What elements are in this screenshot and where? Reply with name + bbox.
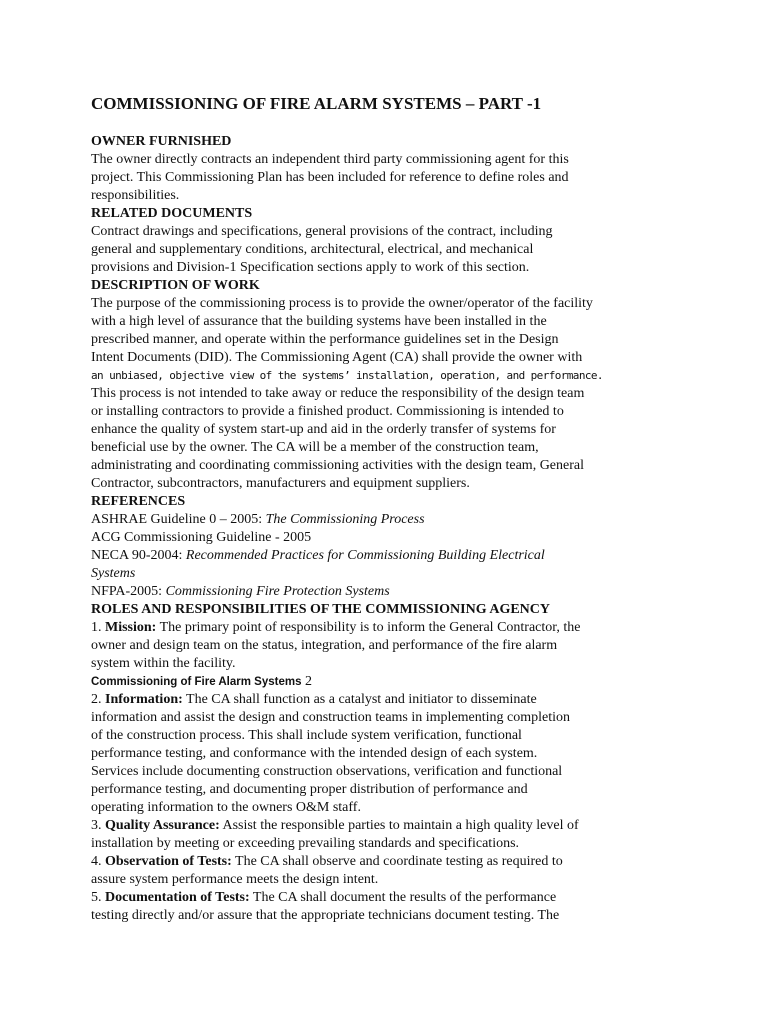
item-text: The CA shall document the results of the performance	[249, 890, 557, 905]
body-line: operating information to the owners O&M staff.	[91, 800, 361, 815]
reference-item	[91, 547, 651, 565]
reference-title: Recommended Practices for Commissioning Building Electrical	[185, 548, 545, 563]
reference-title-continued: Systems	[91, 566, 136, 581]
body-line: performance testing, and conformance with the intended design of each system.	[91, 746, 538, 761]
body-line: assure system performance meets the design intent.	[91, 872, 379, 887]
section-heading-owner-furnished: OWNER FURNISHED	[91, 134, 232, 149]
body-line: administrating and coordinating commissioning activities with the design team, General	[91, 458, 585, 473]
body-line: The owner directly contracts an independent third party commissioning agent for this	[91, 152, 569, 167]
body-line: The purpose of the commissioning process is to provide the owner/operator of the facility	[91, 296, 593, 311]
role-item-documentation-of-tests	[91, 889, 651, 907]
body-line: with a high level of assurance that the building systems have been installed in the	[91, 314, 547, 329]
item-number: 2.	[91, 692, 105, 707]
related-documents-body	[91, 223, 651, 277]
item-text: The primary point of responsibility is to inform the General Contractor, the	[156, 620, 581, 635]
page-title: COMMISSIONING OF FIRE ALARM SYSTEMS – PART -1	[91, 94, 542, 113]
role-item-information	[91, 691, 651, 709]
body-line: responsibilities.	[91, 188, 180, 203]
body-line: Intent Documents (DID). The Commissioning Agent (CA) shall provide the owner with	[91, 350, 583, 365]
body-line: general and supplementary conditions, architectural, electrical, and mechanical	[91, 242, 534, 257]
body-line: installation by meeting or exceeding prevailing standards and specifications.	[91, 836, 520, 851]
item-label: Observation of Tests:	[105, 854, 232, 869]
body-line: or installing contractors to provide a finished product. Commissioning is intended to	[91, 404, 564, 419]
item-text: The CA shall observe and coordinate testing as required to	[231, 854, 563, 869]
reference-item	[91, 511, 651, 529]
references-list	[91, 511, 651, 601]
item-number: 5.	[91, 890, 105, 905]
document-page	[91, 94, 651, 925]
item-text: Assist the responsible parties to maintain a high quality level of	[219, 818, 579, 833]
roles-list	[91, 619, 651, 925]
page-running-header	[91, 673, 651, 691]
item-number: 1.	[91, 620, 105, 635]
reference-item	[91, 583, 651, 601]
section-heading-related-documents: RELATED DOCUMENTS	[91, 206, 253, 221]
body-line: provisions and Division-1 Specification sections apply to work of this section.	[91, 260, 530, 275]
item-label: Information:	[105, 692, 183, 707]
role-item-mission	[91, 619, 651, 637]
item-label: Documentation of Tests:	[105, 890, 250, 905]
running-header-label: Commissioning of Fire Alarm Systems	[91, 676, 302, 688]
body-line: information and assist the design and construction teams in implementing completion	[91, 710, 571, 725]
body-line: of the construction process. This shall include system verification, functional	[91, 728, 522, 743]
body-line: beneficial use by the owner. The CA will be a member of the construction team,	[91, 440, 539, 455]
page-number: 2	[301, 674, 312, 689]
item-label: Mission:	[105, 620, 157, 635]
role-item-quality-assurance	[91, 817, 651, 835]
body-line: Contractor, subcontractors, manufacturers and equipment suppliers.	[91, 476, 470, 491]
role-item-observation-of-tests	[91, 853, 651, 871]
item-number: 3.	[91, 818, 105, 833]
owner-furnished-body	[91, 151, 651, 205]
body-line: performance testing, and documenting proper distribution of performance and	[91, 782, 528, 797]
body-line-monospace: an unbiased, objective view of the systems’ installation, operation, and performance.	[91, 369, 603, 382]
reference-prefix: NFPA-2005:	[91, 584, 166, 599]
body-line: Services include documenting construction observations, verification and functional	[91, 764, 563, 779]
body-line: testing directly and/or assure that the appropriate technicians document testing. The	[91, 908, 560, 923]
body-line: enhance the quality of system start-up and aid in the orderly transfer of systems for	[91, 422, 556, 437]
reference-title: The Commissioning Process	[265, 512, 425, 527]
item-number: 4.	[91, 854, 105, 869]
body-line: Contract drawings and specifications, general provisions of the contract, including	[91, 224, 553, 239]
description-of-work-body	[91, 295, 651, 493]
body-line: prescribed manner, and operate within the performance guidelines set in the Design	[91, 332, 559, 347]
item-text: The CA shall function as a catalyst and initiator to disseminate	[182, 692, 537, 707]
item-label: Quality Assurance:	[105, 818, 220, 833]
body-line: project. This Commissioning Plan has been included for reference to define roles and	[91, 170, 569, 185]
body-line: This process is not intended to take away or reduce the responsibility of the design team	[91, 386, 585, 401]
section-heading-roles: ROLES AND RESPONSIBILITIES OF THE COMMISSIONING AGENCY	[91, 602, 550, 617]
body-line: owner and design team on the status, integration, and performance of the fire alarm	[91, 638, 558, 653]
section-heading-references: REFERENCES	[91, 494, 186, 509]
section-heading-description-of-work: DESCRIPTION OF WORK	[91, 278, 260, 293]
reference-title: Commissioning Fire Protection Systems	[165, 584, 390, 599]
reference-prefix: ASHRAE Guideline 0 – 2005:	[91, 512, 266, 527]
body-line: system within the facility.	[91, 656, 236, 671]
reference-item: ACG Commissioning Guideline - 2005	[91, 530, 312, 545]
reference-prefix: NECA 90-2004:	[91, 548, 186, 563]
